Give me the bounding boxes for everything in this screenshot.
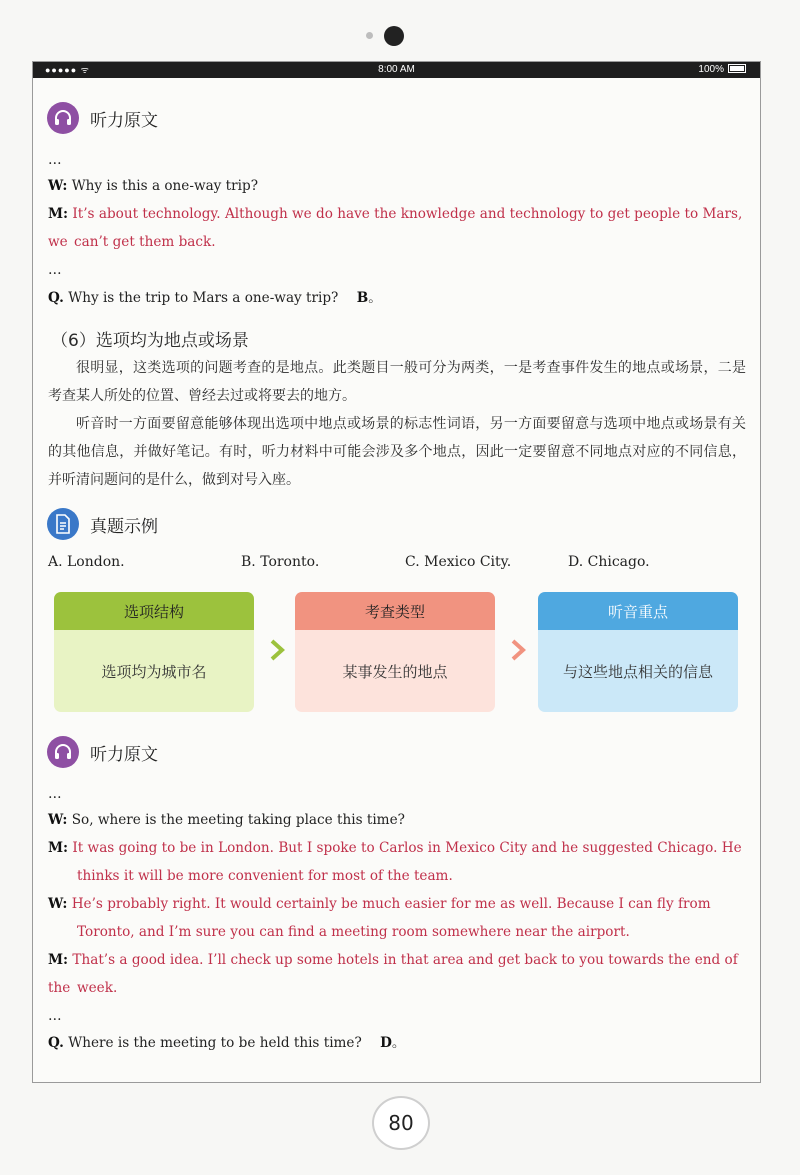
- document-icon[interactable]: [47, 508, 79, 540]
- ellipsis: …: [48, 152, 62, 168]
- ellipsis: …: [48, 262, 62, 278]
- example-header: [47, 508, 158, 540]
- dialogue-text: It’s about technology. Although we do have the knowledge and technology to get people to Mars, we: [48, 206, 743, 250]
- answer: B: [356, 290, 369, 306]
- tablet-screen: [32, 61, 761, 1083]
- ellipsis: …: [48, 1008, 62, 1024]
- headphones-icon[interactable]: [47, 736, 79, 768]
- option-d: D. Chicago.: [568, 554, 650, 570]
- answer-period: 。: [368, 290, 382, 306]
- dialogue-line: [48, 806, 405, 834]
- dialogue-text: Why is this a one-way trip?: [71, 178, 258, 194]
- chevron-right-icon: [510, 639, 526, 661]
- headphones-icon[interactable]: [47, 102, 79, 134]
- answer-period: 。: [391, 1035, 406, 1051]
- answer: D: [380, 1035, 392, 1051]
- dialogue-text: So, where is the meeting taking place this time?: [71, 812, 405, 828]
- status-bar: [33, 62, 760, 78]
- question-line: [48, 284, 382, 312]
- card-header: 听音重点: [538, 592, 738, 630]
- card-body: 选项均为城市名: [54, 630, 254, 712]
- dialogue-text-continued: Toronto, and I’m sure you can find a meeting room somewhere near the airport.: [77, 924, 630, 940]
- speaker-label: W:: [48, 178, 68, 194]
- ellipsis: …: [48, 786, 62, 802]
- analysis-card-structure: [54, 592, 254, 712]
- status-time: 8:00 AM: [378, 64, 415, 75]
- dialogue-line: [48, 834, 742, 862]
- dialogue-line: [48, 890, 711, 918]
- option-a: A. London.: [48, 554, 125, 570]
- page-indicator: [0, 26, 800, 46]
- page-number: 80: [372, 1096, 430, 1150]
- dialogue-text: That’s a good idea. I’ll check up some hotels in that area and get back to you towards the end of the: [48, 952, 738, 996]
- section-title: 真题示例: [90, 516, 158, 537]
- page-dot-active[interactable]: [384, 26, 404, 46]
- analysis-card-focus: [538, 592, 738, 712]
- card-header: 选项结构: [54, 592, 254, 630]
- battery-percent: 100%: [698, 64, 724, 75]
- battery-icon: [728, 64, 746, 73]
- speaker-label: M:: [48, 206, 69, 222]
- card-body: 与这些地点相关的信息: [538, 630, 738, 712]
- chevron-right-icon: [269, 639, 285, 661]
- listening-script-header: [47, 102, 158, 134]
- dialogue-line: [48, 946, 760, 1002]
- page-dot-inactive[interactable]: [366, 32, 373, 39]
- card-body: 某事发生的地点: [295, 630, 495, 712]
- question-text: Why is the trip to Mars a one-way trip?: [68, 290, 339, 306]
- section-title: 听力原文: [90, 110, 158, 131]
- question-text: Where is the meeting to be held this time?: [68, 1035, 362, 1051]
- analysis-card-type: [295, 592, 495, 712]
- battery-indicator: [698, 64, 746, 75]
- signal-icon: ●●●●● ᯤ: [45, 65, 90, 75]
- speaker-label: W:: [48, 812, 68, 828]
- speaker-label: M:: [48, 840, 69, 856]
- speaker-label: M:: [48, 952, 69, 968]
- dialogue-text: He’s probably right. It would certainly be much easier for me as well. Because I can fly from: [71, 896, 711, 912]
- dialogue-text-continued: thinks it will be more convenient for most of the team.: [77, 868, 453, 884]
- question-label: Q.: [48, 290, 64, 306]
- subsection-title: （6）选项均为地点或场景: [51, 331, 249, 351]
- option-c: C. Mexico City.: [405, 554, 512, 570]
- paragraph: 很明显，这类选项的问题考查的是地点。此类题目一般可分为两类，一是考查事件发生的地点或场景，二是考查某人所处的位置、曾经去过或将要去的地方。: [48, 360, 746, 404]
- question-label: Q.: [48, 1035, 64, 1051]
- section-title: 听力原文: [90, 744, 158, 765]
- listening-script-header: [47, 736, 158, 768]
- option-b: B. Toronto.: [241, 554, 320, 570]
- card-header: 考查类型: [295, 592, 495, 630]
- dialogue-text-continued: can’t get them back.: [74, 234, 216, 250]
- question-line: [48, 1029, 406, 1057]
- dialogue-line: [48, 172, 258, 200]
- speaker-label: W:: [48, 896, 68, 912]
- dialogue-text-continued: week.: [77, 980, 118, 996]
- dialogue-text: It was going to be in London. But I spoke to Carlos in Mexico City and he suggested Chicago. He: [72, 840, 742, 856]
- paragraph: 听音时一方面要留意能够体现出选项中地点或场景的标志性词语，另一方面要留意与选项中地点或场景有关的其他信息，并做好笔记。有时，听力材料中可能会涉及多个地点，因此一定要留意不同地点对应的不同信息，并听清问题问的是什么，做到对号入座。: [48, 416, 746, 488]
